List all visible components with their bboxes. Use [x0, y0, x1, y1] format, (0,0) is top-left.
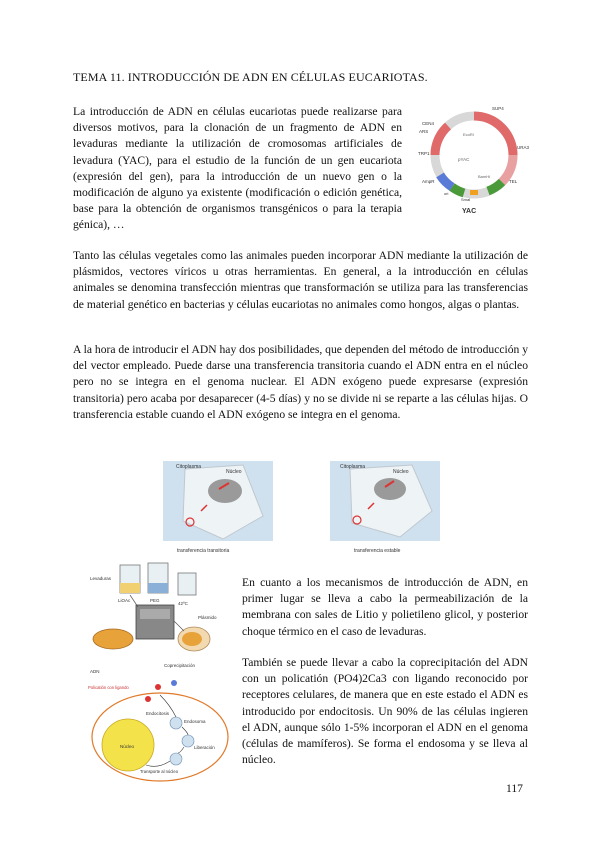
label-pyac: pYAC [458, 157, 470, 162]
paragraph-transfection: Tanto las células vegetales como las animales pueden incorporar ADN mediante la utilización de plásmidos, vectores víricos u otras herramientas. En general, a la introducción en células animales se denomina transfección mientras que transformación se utiliza para las transferencias de material genético en bacterias y células eucariotas no animales como hongos, algas o plantas. [73, 249, 528, 311]
vesicle-1 [170, 717, 182, 729]
label-lioac: LiOAc [118, 598, 131, 603]
label-cytoplasm: Citoplasma [340, 464, 366, 470]
label-smai: SmaI [461, 197, 471, 202]
ring-segment-green [488, 182, 502, 191]
label-nucleus: Núcleo [226, 469, 242, 475]
ring-segment-green-2 [452, 187, 464, 193]
ring-segment-pink [502, 155, 513, 182]
paragraph-intro: La introducción de ADN en células eucariotas puede realizarse para diversos motivos, para la clonación de un fragmento de ADN en levaduras mediante la utilización de cromosomas artificiales de levadura (YAC), para el estudio de la función de un gen eucariota (expresión del gen), para la introducción de un nuevo gen o la modificación de alguno ya existente (modificación o edición genética, base para la obtención de organismos transgénicos o para la terapia génica), … [73, 105, 402, 232]
label-sup4: SUP4 [492, 106, 504, 111]
vesicle-2 [182, 735, 194, 747]
petri-dish [93, 629, 133, 649]
ring-marker-orange [470, 190, 478, 195]
label-tel: TEL [509, 179, 518, 184]
tube-3 [178, 573, 196, 595]
page-title: TEMA 11. INTRODUCCIÓN DE ADN EN CÉLULAS EUCARIOTAS. [73, 70, 428, 84]
label-cationic: Policatión con ligando [88, 685, 129, 690]
stable-transfer-figure [330, 461, 440, 555]
label-trp1: TRP1 [418, 151, 430, 156]
label-endocytosis: Endocitosis [146, 711, 170, 716]
ring-segment-red-2 [435, 126, 448, 155]
page-number: 117 [506, 782, 523, 795]
label-plasmid: Plásmido [198, 615, 217, 620]
label-ecori: EcoRI [463, 132, 474, 137]
yac-caption: YAC [462, 208, 477, 215]
label-heat: 42ºC [178, 601, 188, 606]
mechanism-figure [88, 555, 233, 783]
label-cen4: CEN4 [422, 121, 435, 126]
label-coprecip: Coprecipitación [164, 663, 196, 668]
label-nucleus: Núcleo [120, 744, 135, 749]
vesicle-3 [170, 753, 182, 765]
paragraph-coprecipitation: También se puede llevar a cabo la coprecipitación del ADN con un policatión (PO4)2Ca3 con ligando reconocido por receptores celulares, de manera que en este estado el ADN es introducido por endocitosis. Un 90% de las células ingieren el ADN, aunque sólo 1-5% incorporan el ADN en el genoma (células de mamíferos). Se forma el endosoma y se lleva al núcleo. [242, 656, 528, 767]
label-yeast: Levaduras [90, 576, 112, 581]
caption-transient: transferencia transitoria [177, 548, 230, 554]
label-nucleus: Núcleo [393, 469, 409, 475]
transient-transfer-figure [163, 461, 273, 555]
label-dna: ADN [90, 669, 100, 674]
yac-figure [418, 103, 530, 223]
label-bamhi: BamHI [478, 174, 491, 179]
label-peg: PEG [150, 598, 160, 603]
yac-plasmid-diagram [418, 103, 530, 223]
label-endosome: Endosoma [184, 719, 206, 724]
nucleus-shape [374, 478, 406, 500]
caption-stable: transferencia estable [354, 548, 401, 554]
ring-segment-blue [440, 175, 452, 187]
paragraph-transfer-types: A la hora de introducir el ADN hay dos posibilidades, que dependen del método de introducción y del vector empleado. Puede darse una transferencia transitoria cuando el ADN entra en el núcleo pero no se integra en el genoma nuclear. El ADN exógeno puede expresarse (expresión transitoria) pero acaba por desaparecer (4-5 días) y no se divide ni se reparte a las células hijas. O transferencia estable cuando el ADN exógeno se integra en el genoma. [73, 343, 528, 421]
nucleus-shape [208, 479, 242, 503]
paragraph-mechanisms: En cuanto a los mecanismos de introducción de ADN, en primer lugar se lleva a cabo la permeabilización de la membrana con sales de Litio y polietileno glicol, y posterior choque térmico en el caso de levaduras. [242, 576, 528, 638]
label-amp: AmpR [422, 179, 435, 184]
label-ori: ori [444, 191, 449, 196]
label-cytoplasm: Citoplasma [176, 464, 202, 470]
label-release: Liberación [194, 745, 215, 750]
label-ars: ARS [419, 129, 429, 134]
ring-segment-red [474, 116, 513, 155]
label-transport: Transporte al núcleo [140, 769, 179, 774]
label-ura3: URA3 [517, 145, 530, 150]
